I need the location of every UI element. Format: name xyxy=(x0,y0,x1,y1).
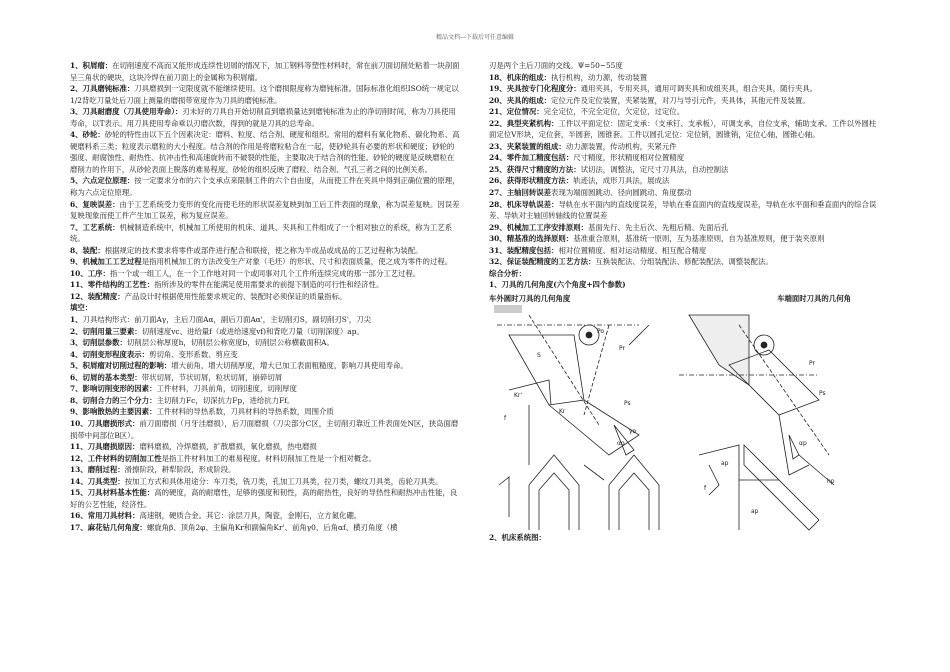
item-term: 获得形状精度方法： xyxy=(506,176,574,186)
item-term: 刀具类型： xyxy=(87,476,125,486)
item-number: 29、 xyxy=(489,222,507,232)
section-heading: 填空： xyxy=(70,303,93,313)
item-term: 夹紧装置的组成： xyxy=(506,141,566,151)
label-ap-2: ap xyxy=(751,508,759,516)
item-number: 7、 xyxy=(70,384,83,394)
item-body: 按加工方式和具体用途分：车刀类，铣刀类，孔加工刀具类，拉刀类，螺纹刀具类，齿轮刀具类。 xyxy=(124,476,443,486)
item-body: 前刀面磨损（月牙洼磨损），后刀面磨损（刀尖部分C区，主切削刃靠近工件表面处N区，狭岛面磨损带中间部位B区）。 xyxy=(70,418,459,440)
item-number: 2、 xyxy=(70,326,83,336)
item-term: 夹具的组成： xyxy=(506,95,552,105)
list-item xyxy=(489,256,881,268)
item-number: 20、 xyxy=(489,95,507,105)
list-item xyxy=(70,441,460,453)
item-term: 零件加工精度包括： xyxy=(506,153,574,163)
left-column xyxy=(70,60,460,533)
list-item xyxy=(489,233,881,245)
item-term: 影响散热的主要因素： xyxy=(82,407,157,417)
item-body: 刃是两个主后刀面的交线。Ψ=50~55度 xyxy=(489,61,623,70)
tool-angle-figures xyxy=(489,305,881,530)
item-number: 3、 xyxy=(70,338,83,348)
item-number: 22、 xyxy=(489,118,507,128)
list-item xyxy=(70,268,460,280)
item-number: 23、 xyxy=(489,141,507,151)
list-item xyxy=(70,406,460,418)
item-number: 13、 xyxy=(70,465,88,475)
item-body: 相对位置精度、相对运动精度、相互配合精度 xyxy=(558,245,707,255)
item-body: 是指用机械加工的方法改变生产对象（毛坯）的形状、尺寸和表面质量，使之成为零件的过程。 xyxy=(141,257,453,267)
item-term: 磨削过程： xyxy=(87,465,125,475)
item-number: 21、 xyxy=(489,107,507,117)
item-term: 定位情况： xyxy=(506,107,544,117)
item-number: 10、 xyxy=(70,418,88,428)
item-body: 试切法，调整法，定尺寸刀具法，自动控制法 xyxy=(580,164,729,174)
label-ap-1: ap xyxy=(721,460,729,468)
item-number: 11、 xyxy=(70,280,88,290)
item-term: 刀具磨损原因： xyxy=(87,442,140,452)
list-item xyxy=(489,152,881,164)
item-term: 刀具耐磨度（刀具使用寿命）： xyxy=(82,107,183,117)
item-term: 精基准的选择原则： xyxy=(506,234,574,244)
item-body: 切削速度vc、进给量f（或进给速度vf)和背吃刀量（切削深度）ap。 xyxy=(141,326,364,336)
list-item xyxy=(70,222,460,245)
list-item xyxy=(70,245,460,257)
item-body: 导轨在水平面内的直线度误差，导轨在垂直面内的直线度误差，导轨在水平面和垂直面内的综合误差、导轨对主轴回转轴线的位置误差 xyxy=(489,199,877,221)
item-number: 12、 xyxy=(70,453,88,463)
item-term: 刀具材料基本性能： xyxy=(87,488,155,498)
list-item xyxy=(70,453,460,465)
item-term: 切屑的基本类型： xyxy=(82,372,142,382)
item-number: 31、 xyxy=(489,245,507,255)
item-body: 轨迹法，成形刀具法，展成法 xyxy=(573,176,670,186)
item-number: 11、 xyxy=(70,442,88,452)
item-body: 执行机构，动力源，传动装置 xyxy=(551,72,648,82)
item-number: 15、 xyxy=(70,488,88,498)
item-body: 尺寸精度，形状精度相对位置精度 xyxy=(573,153,685,163)
item-term: 夹具按专门化程度分： xyxy=(506,84,581,94)
list-item xyxy=(489,245,881,257)
item-term: 切削变形程度表示： xyxy=(82,349,150,359)
item-body: 工件材料的导热系数，刀具材料的导热系数，周围介质 xyxy=(156,407,334,417)
list-item xyxy=(489,83,881,95)
label-alpha-o: αo xyxy=(617,440,625,448)
item-number: 24、 xyxy=(489,153,507,163)
item-body: 切削层公称厚度h，切削层公称宽度b，切削层公称横截面积A。 xyxy=(126,338,334,348)
list-item xyxy=(70,487,460,510)
item-term: 切削层参数： xyxy=(82,338,127,348)
list-item xyxy=(70,60,460,83)
item-term: 影响切削变形的因素： xyxy=(82,384,157,394)
item-term: 刀具磨损形式： xyxy=(87,418,140,428)
item-term: 积屑瘤对切削过程的影响： xyxy=(82,361,172,371)
tool-geometry-diagram xyxy=(489,305,881,530)
item-body: 互换装配法、分组装配法、修配装配法、调整装配法。 xyxy=(595,257,773,267)
item-term: 工艺系统： xyxy=(82,222,120,232)
item-number: 1、 xyxy=(70,315,83,325)
list-item xyxy=(489,95,881,107)
label-alpha-p: αp xyxy=(799,440,807,448)
item-number: 17、 xyxy=(70,522,88,532)
item-number: 9、 xyxy=(70,257,83,267)
figure-captions xyxy=(489,293,881,305)
right-column-text xyxy=(489,60,881,291)
list-item xyxy=(70,418,460,441)
list-item xyxy=(70,476,460,488)
list-item xyxy=(489,72,881,84)
label-f-1: f xyxy=(504,415,507,423)
item-body: 高速钢，硬质合金。其它：涂层刀具，陶瓷，金刚石，立方氮化硼。 xyxy=(139,511,362,521)
list-item xyxy=(489,164,881,176)
item-body: 定位元件及定位装置，夹紧装置，对刀与导引元件，夹具体，其他元件及装置。 xyxy=(551,95,810,105)
item-body: 指一个或一组工人，在一个工作地对同一个或同事对几个工件所连续完成的那一部分工艺过程。 xyxy=(109,268,421,278)
caption-turning-face: 车端面时刀具的几何角 xyxy=(777,293,851,303)
label-s: S xyxy=(537,352,541,360)
list-item xyxy=(70,106,460,129)
label-kr: Kr xyxy=(559,408,566,416)
label-gamma-o: γo xyxy=(629,428,637,436)
list-item xyxy=(489,141,881,153)
item-number: 9、 xyxy=(70,407,83,417)
item-number: 1、 xyxy=(489,280,502,290)
list-item xyxy=(70,372,460,384)
list-item xyxy=(489,118,881,141)
label-pr-2: Pr xyxy=(809,360,815,368)
label-kr-prime: Kr' xyxy=(514,392,523,400)
list-item xyxy=(489,60,881,72)
item-body: 按一定要求分布的六个支承点来限制工件的六个自由度，从而使工件在夹具中得到正确位置的原理，称为六点定位原理。 xyxy=(70,176,460,198)
right-column xyxy=(489,60,881,544)
list-item xyxy=(70,256,460,268)
item-body: 基面先行、先主后次、先粗后精、先面后孔 xyxy=(588,222,729,232)
item-body: 带状切屑，节状切屑，粒状切屑，崩碎切屑 xyxy=(141,372,283,382)
item-term: 切削用量三要素： xyxy=(82,326,142,336)
list-item xyxy=(70,279,460,291)
item-term: 刀具磨钝标准： xyxy=(82,84,135,94)
item-number: 19、 xyxy=(489,84,507,94)
item-number: 27、 xyxy=(489,188,507,198)
item-term: 主轴回转误差 xyxy=(506,188,552,198)
list-item xyxy=(70,83,460,106)
list-item xyxy=(70,510,460,522)
item-number: 12、 xyxy=(70,291,88,301)
item-number: 14、 xyxy=(70,476,88,486)
item-number: 8、 xyxy=(70,395,83,405)
item-term: 装配精度包括： xyxy=(506,245,559,255)
label-ps-2: Ps xyxy=(819,390,826,398)
item-term: 机床的组成： xyxy=(506,72,552,82)
item-term: 装配： xyxy=(82,245,105,255)
item-body: 根据规定的技术要求将零件或部件进行配合和联接，使之称为半成品或成品的工艺过程称为装配。 xyxy=(104,245,423,255)
list-item xyxy=(489,222,881,234)
item-term: 机床导轨误差： xyxy=(506,199,559,209)
item-body: 完全定位，不完全定位，欠定位，过定位。 xyxy=(543,107,685,117)
item-number: 1、 xyxy=(70,61,83,70)
item-body: 基准重合原则，基准统一原则，互为基准原则，自为基准原则，便于装夹原则 xyxy=(573,234,825,244)
item-body: 刃未好的刀具自开始切削直到磨损量达到磨钝标准为止的净切削时间，称为刀具使用寿命，以T表示。用刀具使用寿命乘以刃磨次数，得到的就是刀具的总寿命。 xyxy=(70,107,456,128)
list-item xyxy=(70,326,460,338)
item-term: 零件结构的工艺性： xyxy=(87,280,155,290)
item-term: 复映误差： xyxy=(82,199,120,209)
item-number: 8、 xyxy=(70,245,83,255)
item-term: 工序： xyxy=(87,268,110,278)
list-item xyxy=(70,314,460,326)
list-item xyxy=(70,522,460,534)
page-header: 精品文档---下载后可任意编辑 xyxy=(435,34,515,41)
list-item xyxy=(70,360,460,372)
list-item xyxy=(489,187,881,199)
item-body: 砂轮的特性由以下五个因素决定：磨料、粒度、结合剂、硬度和组织。常用的磨料有氧化物系、碳化物系、高硬磨料系三类；粒度表示磨粒的大小程度。结合剂的作用是将磨粒粘合在一起，使砂轮具有必要的形状和硬度；砂轮的强度、耐腐蚀性、耐热性、抗冲击性和高速旋转而不破裂的性能，主要取决于结合剂的性能。砂轮的硬度是反映磨粒在磨削力的作用下，从砂轮表面上脱落的难易程度。砂轮的组织反映了磨粒、结合剂、气孔三者之间的比例关系。 xyxy=(70,130,460,174)
item-term: 机械加工工序安排原则： xyxy=(506,222,588,232)
item-term: 常用刀具材料： xyxy=(87,511,140,521)
item-number: 5、 xyxy=(70,176,83,186)
item-term: 麻花钻几何角度： xyxy=(87,522,147,532)
list-item xyxy=(70,199,460,222)
list-item xyxy=(70,349,460,361)
item-body: 刀具磨损到一定限度就不能继续使用。这个磨损限度称为磨钝标准。国际标准化组织ISO统一规定以1/2背吃刀量处后刀面上测量的磨损带宽度作为刀具的磨钝标准。 xyxy=(70,84,459,105)
item-term: 保证装配精度的工艺方法： xyxy=(506,257,596,267)
item-number: 4、 xyxy=(70,349,83,359)
machine-system-caption: 2、机床系统图： xyxy=(489,533,546,543)
item-body: 在切削速度不高而又能形成连续性切屑的情况下，加工钢料等塑性材料时，常在前刀面切削处粘着一块剖面呈三角状的硬块，这块冷焊在前刀面上的金属称为积屑瘤。 xyxy=(70,61,460,82)
item-term: 砂轮： xyxy=(82,130,105,140)
item-number: 26、 xyxy=(489,176,507,186)
item-number: 6、 xyxy=(70,199,83,209)
item-body: 增大前角，增大切削厚度，增大已加工表面粗糙度，影响刀具使用寿命。 xyxy=(171,361,408,371)
item-body: 刀具结构形式：前刀面Aγ，主后刀面Aα，副后刀面Aα'，主切削刃S，副切削刃S'，刀尖 xyxy=(82,315,372,325)
item-body: 是指工件材料加工的难易程度。材料切削加工性是一个相对概念。 xyxy=(161,453,376,463)
list-item xyxy=(70,337,460,349)
list-item xyxy=(70,291,460,303)
item-number: 30、 xyxy=(489,234,507,244)
item-number: 10、 xyxy=(70,268,88,278)
item-body: 剪切角、变形系数、剪应变 xyxy=(149,349,238,359)
item-body: 工件以平面定位：固定支承：（支承钉、支承板），可调支承，自位支承，辅助支承。工件以外圆柱面定位V形块，定位套，半圆套，圆锥套。工件以圆孔定位：定位销，圆锥销，定位心轴，圆锥心轴。 xyxy=(489,118,877,140)
item-number: 28、 xyxy=(489,199,507,209)
item-number: 18、 xyxy=(489,72,507,82)
item-term: 工件材料的切削加工性 xyxy=(87,453,162,463)
item-body: 磨料磨损，冷焊磨损，扩散磨损，氧化磨损，热电磨损 xyxy=(139,442,317,452)
section-heading: 综合分析： xyxy=(489,268,526,278)
item-number: 25、 xyxy=(489,164,507,174)
item-body: 高的硬度，高的耐磨性，足够的强度和韧性，高的耐热性，良好的导热性和耐热冲击性能，良好的公艺性能，经济性。 xyxy=(70,488,458,509)
list-item xyxy=(70,383,460,395)
label-f-2: f xyxy=(704,485,707,493)
label-po-1: Po xyxy=(597,328,605,336)
list-item xyxy=(70,395,460,407)
list-item xyxy=(70,129,460,175)
item-term: 刀具的几何角度(六个角度+四个参数) xyxy=(501,280,626,290)
item-body: 表现为端面圆跳动、径向圆跳动、角度摆动 xyxy=(551,188,692,198)
list-item xyxy=(489,199,881,222)
item-body: 滑擦阶段，耕犁阶段，形成阶段。 xyxy=(124,465,236,475)
item-number: 6、 xyxy=(70,372,83,382)
item-term: 切削合力的三个分力： xyxy=(82,395,157,405)
item-body: 螺旋角β、顶角2φ、主偏角Kr和副偏角Kr'、前角γ0、后角αf、横刃角度（横 xyxy=(146,522,398,532)
item-term: 积屑瘤： xyxy=(82,61,113,70)
list-item xyxy=(489,106,881,118)
label-hp: hp xyxy=(827,478,835,486)
item-number: 3、 xyxy=(70,107,83,117)
item-term: 典型夹紧机构： xyxy=(506,118,559,128)
item-term: 机械加工工艺过程 xyxy=(82,257,142,267)
item-term: 装配精度： xyxy=(87,291,125,301)
item-body: 主切削力Fc，切深抗力Fp，进给抗力Ff。 xyxy=(156,395,295,405)
list-item xyxy=(489,279,881,291)
item-term: 获得尺寸精度的方法： xyxy=(506,164,581,174)
item-body: 机械制造系统中，机械加工所使用的机床、道具、夹具和工件组成了一个相对独立的系统，称为工艺系统。 xyxy=(70,222,453,244)
list-item xyxy=(489,175,881,187)
item-body: 由于工艺系统受力变形的变化而使毛坯的形状误差复映到加工后工件表面的现象，称为误差复映。因误差复映现象而使工件产生加工误差，称为复应误差。 xyxy=(70,199,460,221)
item-body: 指所涉及的零件在能满足使用需要求的前提下制造的可行性和经济性。 xyxy=(154,280,384,290)
label-pr-1: Pr xyxy=(619,345,625,353)
item-number: 16、 xyxy=(70,511,88,521)
list-item xyxy=(70,464,460,476)
item-body: 工件材料，刀具前角，切削速度，切削厚度 xyxy=(156,384,297,394)
item-number: 7、 xyxy=(70,222,83,232)
item-body: 产品设计时根据使用性能要求规定的、装配时必须保证的质量指标。 xyxy=(124,291,347,301)
item-body: 动力源装置，传动机构，夹紧元件 xyxy=(565,141,677,151)
label-ps-1: Ps xyxy=(624,400,631,408)
list-item xyxy=(70,175,460,198)
item-number: 32、 xyxy=(489,257,507,267)
item-number: 2、 xyxy=(70,84,83,94)
item-number: 4、 xyxy=(70,130,83,140)
item-body: 通用夹具，专用夹具，通用可调夹具和成组夹具，组合夹具，随行夹具。 xyxy=(580,84,818,94)
item-number: 5、 xyxy=(70,361,83,371)
item-term: 六点定位原理： xyxy=(82,176,135,186)
caption-turning-outer: 车外圆时刀具的几何角度 xyxy=(489,293,571,303)
